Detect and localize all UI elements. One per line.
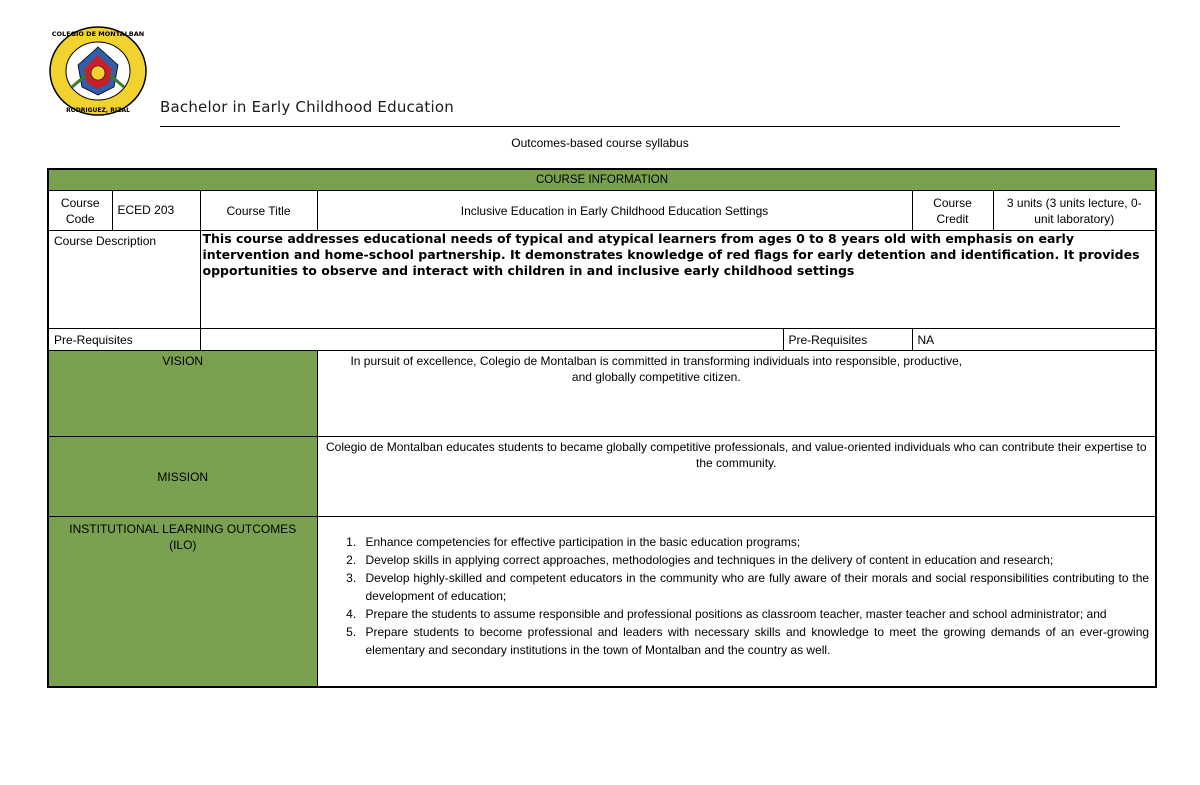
course-information-table [47, 168, 1157, 688]
header-divider [160, 126, 1120, 127]
ilo-item: 2. Develop skills in applying correct approaches, methodologies and techniques in the delivery of content in education and research; [360, 551, 1150, 569]
mission-label: MISSION [48, 437, 317, 517]
course-title-label: Course Title [200, 191, 317, 231]
seal-text-top: COLEGIO DE MONTALBAN [51, 30, 145, 38]
mission-text: Colegio de Montalban educates students to became globally competitive professionals, and value-oriented individuals who can contribute their expertise to the community. [317, 437, 1156, 517]
ilo-item: 3. Develop highly-skilled and competent educators in the community who are fully aware of their morals and social responsibilities contributing to the development of education; [360, 569, 1150, 605]
ilo-label: INSTITUTIONAL LEARNING OUTCOMES (ILO) [48, 517, 317, 687]
course-information-header: COURSE INFORMATION [48, 169, 1156, 191]
ilo-item: 1. Enhance competencies for effective participation in the basic education programs; [360, 533, 1150, 551]
prerequisites-label-secondary: Pre-Requisites [783, 329, 912, 351]
document-subtitle: Outcomes-based course syllabus [511, 136, 689, 150]
ilo-item: 4. Prepare the students to assume responsible and professional positions as classroom teacher, master teacher and school administrator; and [360, 605, 1150, 623]
course-description-text: This course addresses educational needs of typical and atypical learners from ages 0 to 8 years old with emphasis on early intervention and home-school partnership. It demonstrates knowledge of red flags for early detention and identification. It provides opportunities to observe and interact with children in and inclusive early childhood settings [200, 231, 1156, 329]
course-credit-value: 3 units (3 units lecture, 0-unit laboratory) [993, 191, 1156, 231]
ilo-list [320, 533, 1150, 659]
course-description-label: Course Description [48, 231, 200, 329]
course-code-value: ECED 203 [112, 191, 200, 231]
ilo-content [317, 517, 1156, 687]
course-title-value: Inclusive Education in Early Childhood Education Settings [317, 191, 912, 231]
prerequisites-value-secondary: NA [912, 329, 1156, 351]
college-seal-logo [48, 25, 148, 117]
course-credit-label: Course Credit [912, 191, 993, 231]
prerequisites-value [200, 329, 783, 351]
program-title: Bachelor in Early Childhood Education [160, 98, 454, 116]
vision-label: VISION [48, 351, 317, 437]
vision-text: In pursuit of excellence, Colegio de Montalban is committed in transforming individuals into responsible, productive, and globally competitive citizen. [317, 351, 1156, 437]
ilo-item: 5. Prepare students to become professional and leaders with necessary skills and knowledge to meet the growing demands of an ever-growing elementary and secondary institutions in the town of Montalban and the country as well. [360, 623, 1150, 659]
seal-text-bottom: RODRIGUEZ, RIZAL [66, 107, 130, 114]
course-code-label: Course Code [48, 191, 112, 231]
prerequisites-label: Pre-Requisites [48, 329, 200, 351]
